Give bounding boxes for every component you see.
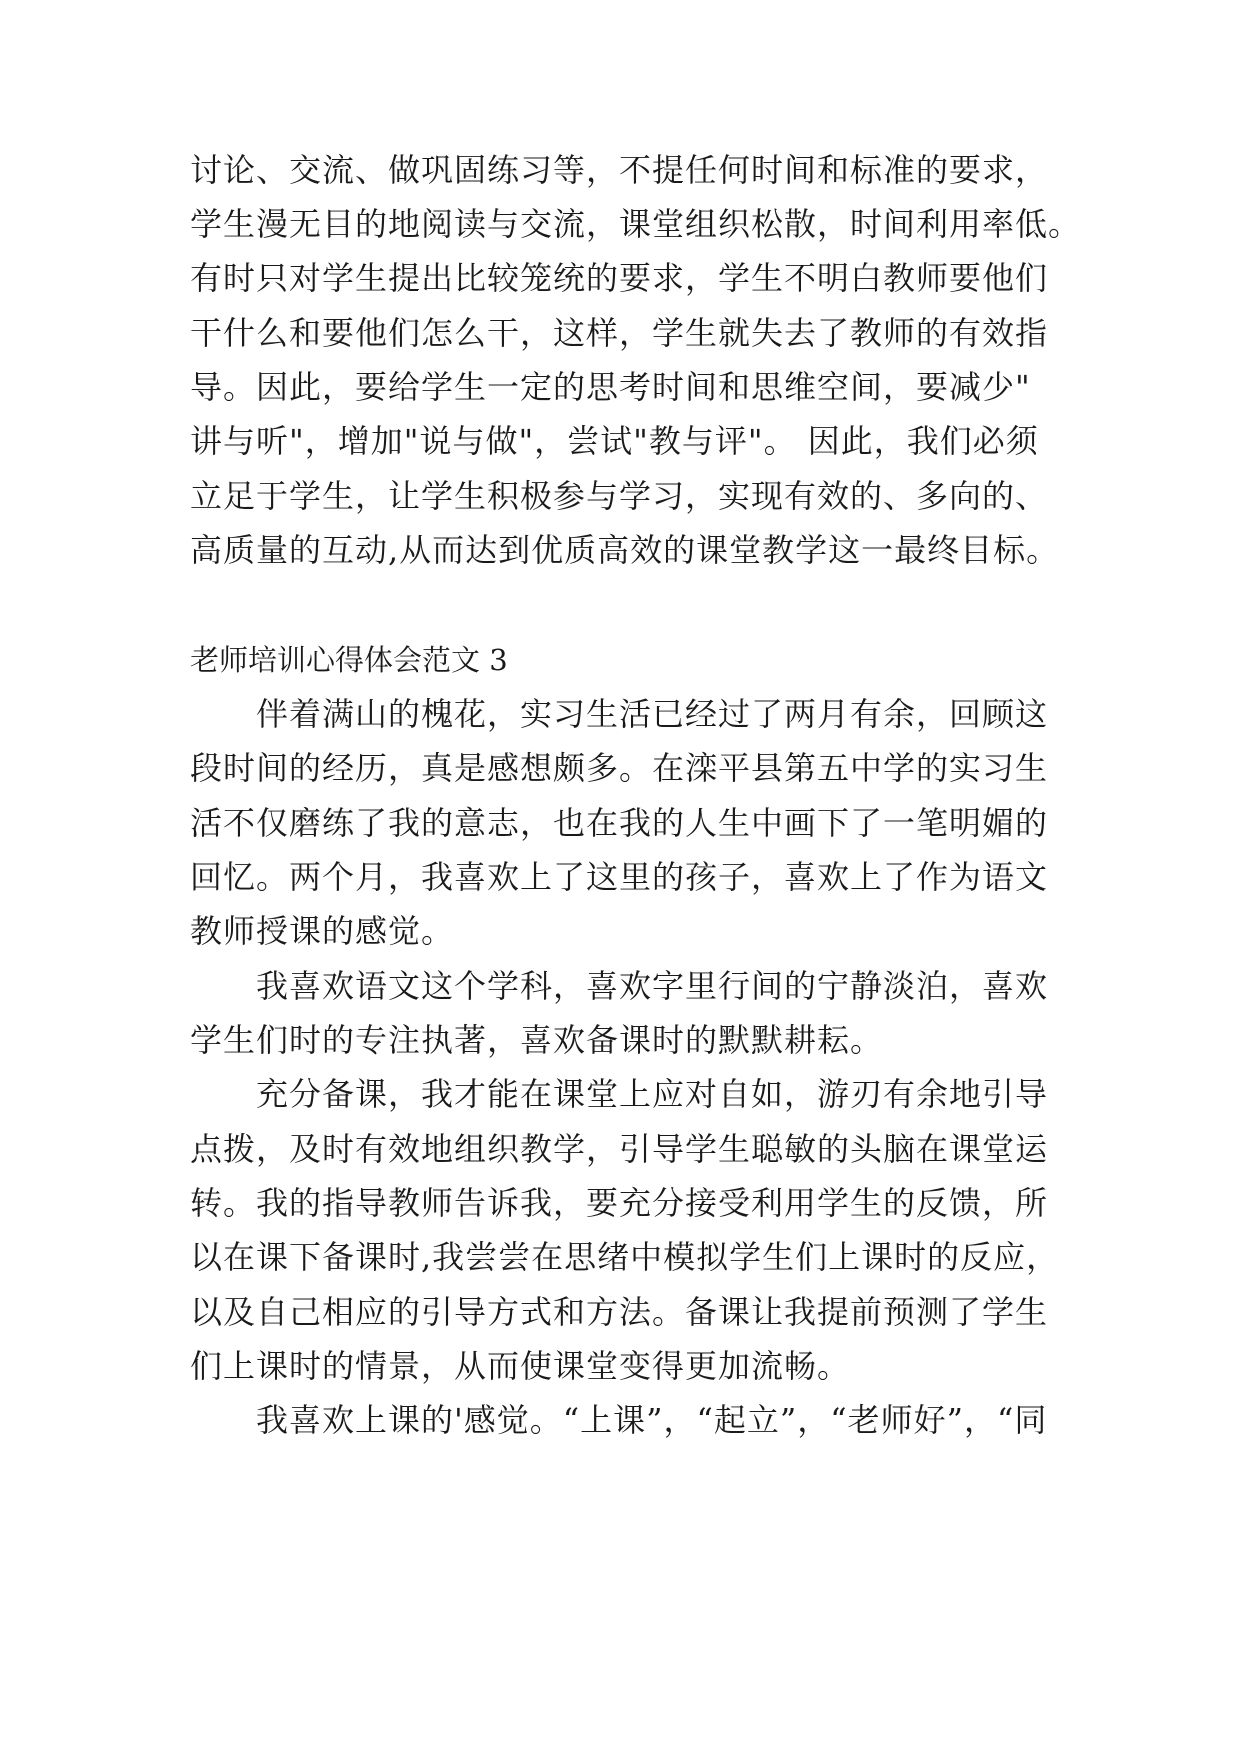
text-line: 教师授课的感觉。 [190, 912, 455, 950]
text-line: 充分备课，我才能在课堂上应对自如，游刃有余地引导 [256, 1075, 1049, 1113]
text-line: 点拨，及时有效地组织教学，引导学生聪敏的头脑在课堂运 [190, 1130, 1049, 1168]
text-line: 高质量的互动,从而达到优质高效的课堂教学这一最终目标。 [190, 531, 1060, 569]
text-line: 转。我的指导教师告诉我，要充分接受利用学生的反馈，所 [190, 1184, 1049, 1222]
text-line: 们上课时的情景，从而使课堂变得更加流畅。 [190, 1347, 851, 1385]
text-line: 活不仅磨练了我的意志，也在我的人生中画下了一笔明媚的 [190, 804, 1049, 842]
text-line: 讨论、交流、做巩固练习等，不提任何时间和标准的要求， [190, 151, 1049, 189]
text-line: 伴着满山的槐花，实习生活已经过了两月有余，回顾这 [256, 695, 1049, 733]
text-line: 导。因此，要给学生一定的思考时间和思维空间，要减少" [190, 368, 1031, 406]
text-line: 干什么和要他们怎么干，这样，学生就失去了教师的有效指 [190, 314, 1049, 352]
text-line: 我喜欢语文这个学科，喜欢字里行间的宁静淡泊，喜欢 [256, 967, 1049, 1005]
text-line: 学生漫无目的地阅读与交流，课堂组织松散，时间利用率低。 [190, 205, 1082, 243]
text-line: 以及自己相应的引导方式和方法。备课让我提前预测了学生 [190, 1293, 1049, 1331]
text-line: 回忆。两个月，我喜欢上了这里的孩子，喜欢上了作为语文 [190, 858, 1049, 896]
section-heading: 老师培训心得体会范文 3 [190, 643, 508, 677]
text-line: 我喜欢上课的'感觉。“上课”，“起立”，“老师好”，“同 [256, 1401, 1048, 1439]
text-line: 讲与听"，增加"说与做"，尝试"教与评"。 因此，我们必须 [190, 422, 1039, 460]
text-line: 段时间的经历，真是感想颇多。在滦平县第五中学的实习生 [190, 749, 1049, 787]
text-line: 学生们时的专注执著，喜欢备课时的默默耕耘。 [190, 1021, 884, 1059]
text-line: 以在课下备课时,我尝尝在思绪中模拟学生们上课时的反应， [190, 1238, 1060, 1276]
text-line: 立足于学生，让学生积极参与学习，实现有效的、多向的、 [190, 477, 1049, 515]
text-line: 有时只对学生提出比较笼统的要求，学生不明白教师要他们 [190, 259, 1049, 297]
